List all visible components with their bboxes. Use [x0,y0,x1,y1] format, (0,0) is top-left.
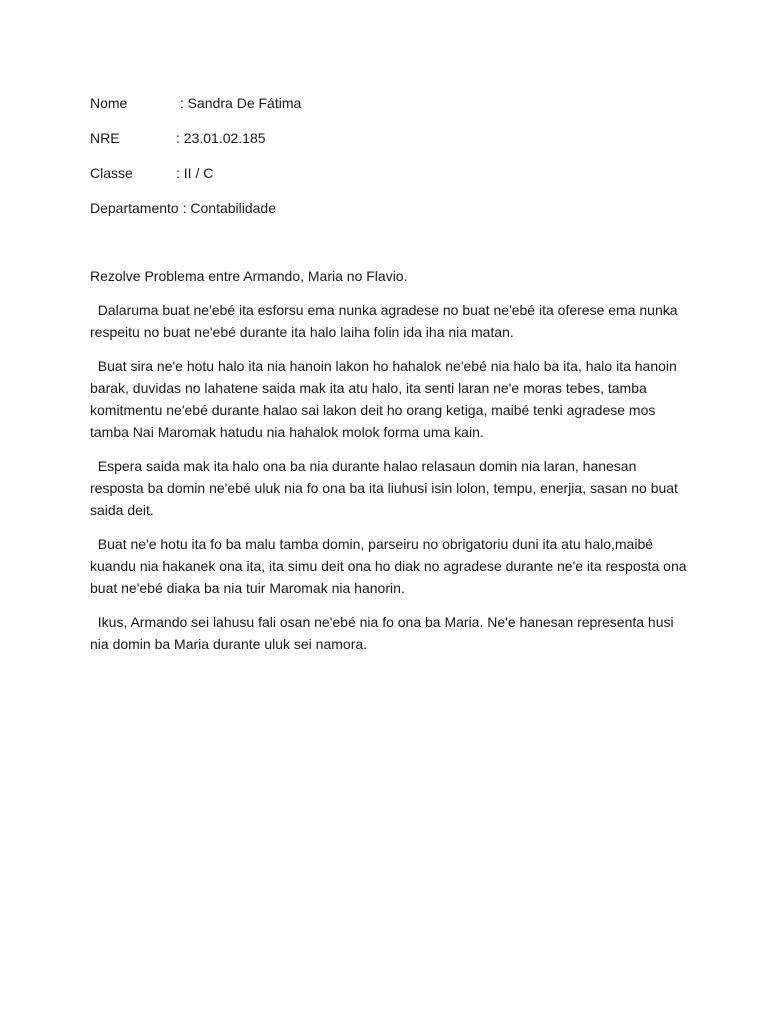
document-body [90,266,690,667]
info-row-nome [90,93,690,128]
info-label: Nome [90,95,128,111]
info-value: : Contabilidade [178,200,277,216]
paragraph: Espera saida mak ita halo ona ba nia durante halao relasaun domin nia laran, hanesan resposta ba domin ne'ebé uluk nia fo ona ba ita liuhusi isin lolon, tempu, enerjia, sasan no buat saida deit. [90,458,682,518]
student-info [90,93,690,233]
info-label: Departamento [90,200,179,216]
info-value: : Sandra De Fátima [176,95,302,111]
document-heading: Rezolve Problema entre Armando, Maria no Flavio. [90,268,408,284]
info-value: : 23.01.02.185 [176,130,266,146]
info-label: Classe [90,165,133,181]
info-label: NRE [90,130,120,146]
info-value: : II / C [176,165,214,181]
paragraph: Ikus, Armando sei lahusu fali osan ne'ebé nia fo ona ba Maria. Ne'e hanesan representa husi nia domin ba Maria durante uluk sei namora. [90,614,678,652]
paragraph: Buat ne'e hotu ita fo ba malu tamba domin, parseiru no obrigatoriu duni ita atu halo,maibé kuandu nia hakanek ona ita, ita simu deit ona ho diak no agradese durante ne'e ita resposta ona buat ne'ebé diaka ba nia tuir Maromak nia hanorin. [90,536,691,596]
paragraph: Dalaruma buat ne'ebé ita esforsu ema nunka agradese no buat ne'ebé ita oferese ema nunka respeitu no buat ne'ebé durante ita halo laiha folin ida iha nia matan. [90,302,682,340]
info-row-departamento [90,198,690,233]
info-row-nre [90,128,690,163]
paragraph: Buat sira ne'e hotu halo ita nia hanoin lakon ho hahalok ne'ebé nia halo ba ita, halo ita hanoin barak, duvidas no lahatene saida mak ita atu halo, ita senti laran ne'e moras tebes, tamba komitmentu ne'ebé durante halao sai lakon deit ho orang ketiga, maibé tenki agradese mos tamba Nai Maromak hatudu nia hahalok molok forma uma kain. [90,358,681,440]
info-row-classe [90,163,690,198]
